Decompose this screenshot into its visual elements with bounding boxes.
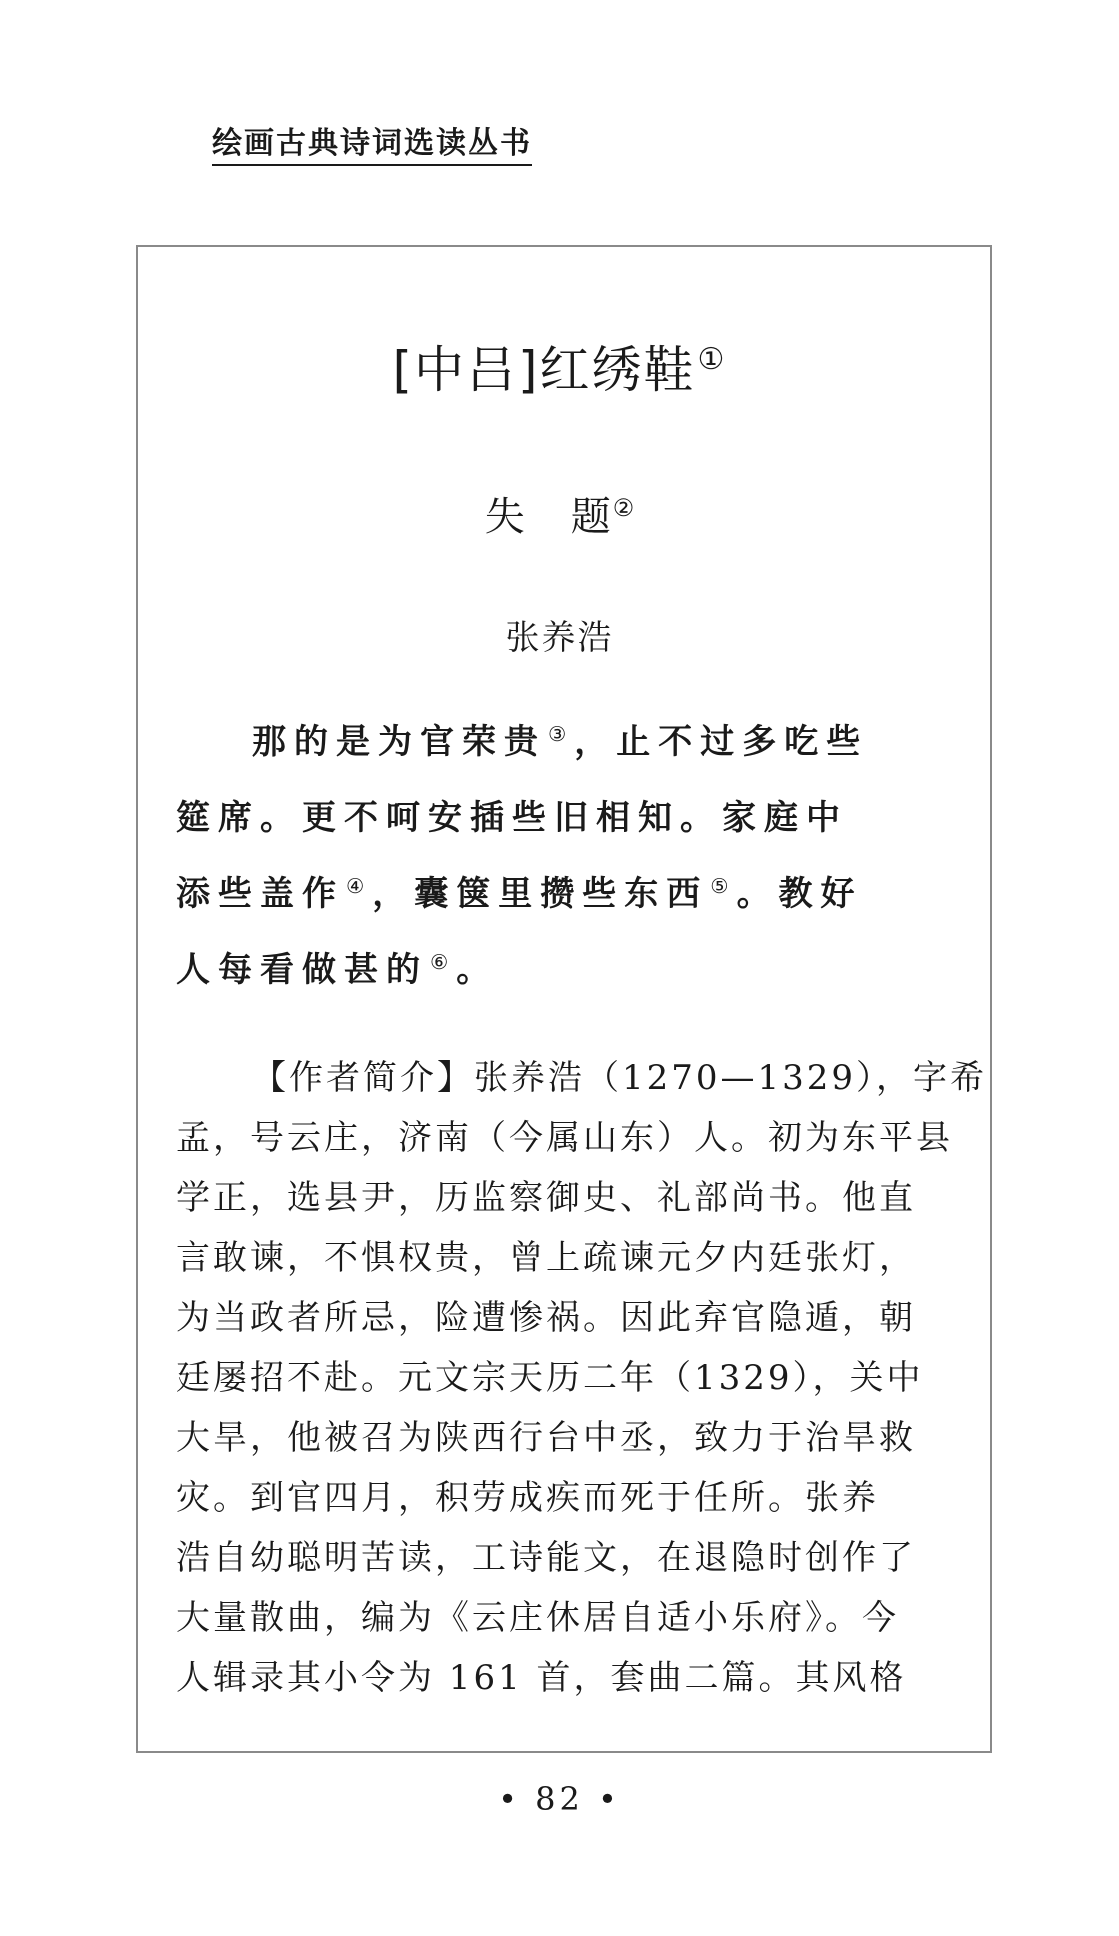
page-number: • 82 •	[498, 1780, 621, 1818]
poem-text: 。教好	[736, 874, 863, 914]
poem-line	[176, 866, 863, 915]
bio-line: 孟，号云庄，济南（今属山东）人。初为东平县	[176, 1118, 953, 1158]
series-header: 绘画古典诗词选读丛书	[212, 118, 532, 166]
bio-line: 廷屡招不赴。元文宗天历二年（1329），关中	[176, 1358, 924, 1398]
poem-title-part: 失	[484, 494, 525, 540]
bio-line: 大量散曲，编为《云庄休居自适小乐府》。今	[176, 1598, 899, 1638]
bio-line: 人辑录其小令为 161 首，套曲二篇。其风格	[176, 1658, 907, 1698]
bio-line: 灾。到官四月，积劳成疾而死于任所。张养	[176, 1478, 879, 1518]
poem-text: 。	[456, 950, 499, 990]
footnote-marker: ③	[548, 721, 575, 746]
poem-text: ，囊箧里攒些东西	[372, 874, 709, 914]
footnote-marker: ⑥	[430, 949, 457, 974]
bio-line: 大旱，他被召为陕西行台中丞，致力于治旱救	[176, 1418, 916, 1458]
poem-line: 筵席。更不呵安插些旧相知。家庭中	[176, 798, 848, 838]
bio-line: 浩自幼聪明苦读，工诗能文，在退隐时创作了	[176, 1538, 916, 1578]
tune-title-text: [中吕]红绣鞋	[392, 341, 696, 399]
bio-line: 言敢谏，不惧权贵，曾上疏谏元夕内廷张灯，	[176, 1238, 916, 1278]
poem-text: 那的是为官荣贵	[252, 722, 546, 762]
bio-line: 为当政者所忌，险遭惨祸。因此弃官隐遁，朝	[176, 1298, 916, 1338]
poem-title	[0, 485, 1119, 542]
poem-text: ，止不过多吃些	[574, 722, 869, 762]
poem-text: 添些盖作	[176, 874, 344, 914]
tune-title	[0, 330, 1119, 402]
footnote-marker: ④	[346, 873, 373, 898]
bio-line: 【作者简介】张养浩（1270—1329），字希	[252, 1058, 988, 1098]
footnote-marker: ⑤	[710, 873, 737, 898]
footnote-marker: ①	[697, 342, 727, 378]
poem-line	[252, 714, 868, 763]
content-frame	[136, 245, 992, 1753]
poem-title-part: 题	[570, 494, 611, 540]
poem-line	[176, 942, 498, 991]
bio-line: 学正，选县尹，历监察御史、礼部尚书。他直	[176, 1178, 916, 1218]
poem-text: 人每看做甚的	[176, 950, 428, 990]
footnote-marker: ②	[612, 493, 635, 522]
author-name: 张养浩	[505, 618, 614, 658]
